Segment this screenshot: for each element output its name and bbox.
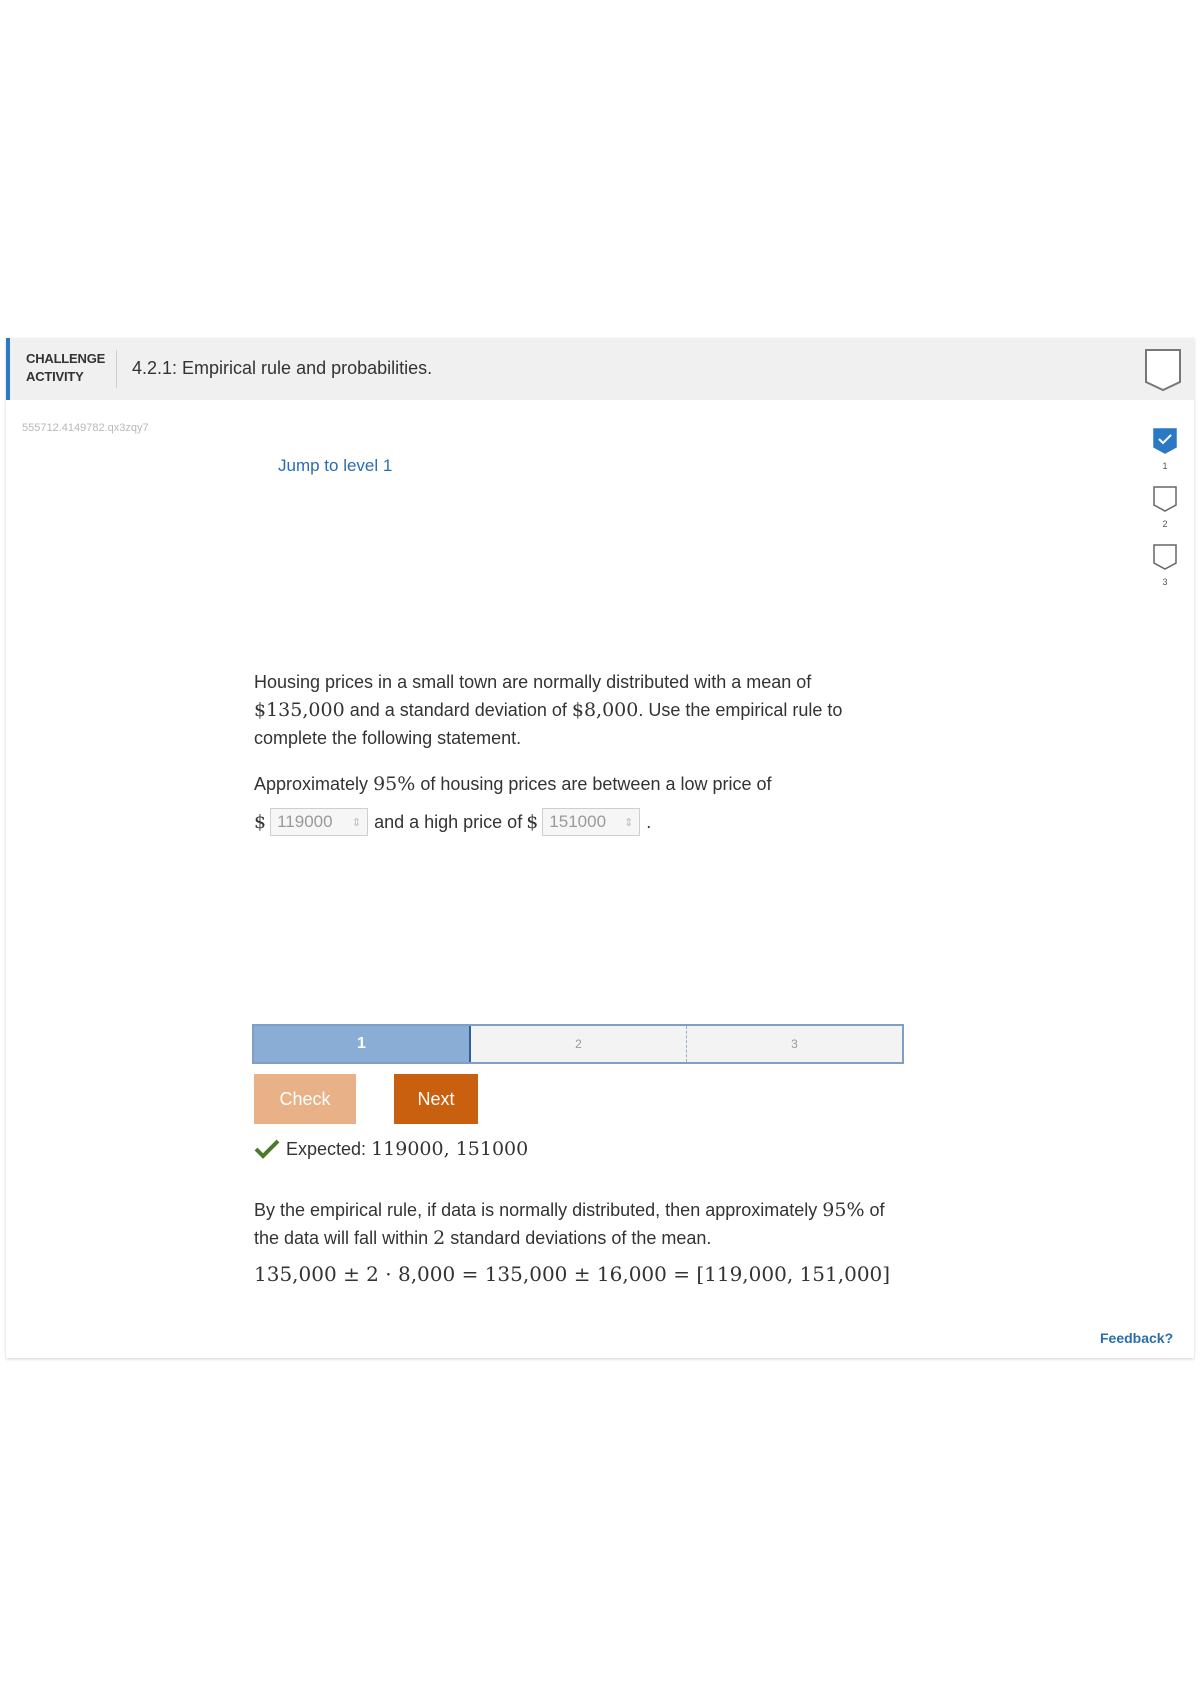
level-3-number: 3 (1162, 577, 1168, 587)
level-1-number: 1 (1162, 461, 1168, 471)
explanation-text (254, 1196, 894, 1252)
problem-prompt (254, 668, 894, 752)
header-accent-bar (6, 338, 10, 400)
expected-label: Expected: (286, 1138, 367, 1159)
jump-to-level-link[interactable]: Jump to level 1 (278, 456, 393, 475)
progress-segment-3[interactable]: 3 (687, 1026, 902, 1062)
statement-prefix: Approximately (254, 774, 369, 794)
explanation-text-a: By the empirical rule, if data is normally distributed, then approximately (254, 1200, 818, 1220)
spinner-icon[interactable]: ⇕ (624, 816, 634, 829)
explanation-text-c: standard deviations of the mean. (450, 1228, 712, 1248)
level-2-indicator[interactable] (1152, 486, 1178, 529)
challenge-activity-card (6, 338, 1194, 1358)
solution-equation: 135,000 ± 2 · 8,000 = 135,000 ± 16,000 = [119,000, 151,000] (254, 1262, 891, 1286)
prompt-sd: $8,000 (571, 699, 639, 721)
prompt-text-b: and a standard deviation of (349, 700, 567, 720)
checkmark-icon (254, 1139, 280, 1159)
check-button[interactable]: Check (254, 1074, 356, 1124)
level-incomplete-icon (1153, 486, 1177, 512)
completion-shield-icon (1144, 348, 1182, 392)
spinner-icon[interactable]: ⇕ (351, 816, 362, 829)
activity-header (6, 338, 1194, 400)
expected-answer (254, 1138, 528, 1160)
statement-end: . (646, 811, 652, 832)
badge-line-1: CHALLENGE (26, 351, 106, 366)
progress-segment-1[interactable]: 1 (254, 1026, 471, 1062)
prompt-mean: $135,000 (254, 699, 345, 721)
low-price-input[interactable] (270, 808, 368, 836)
header-divider (116, 350, 117, 388)
progress-segment-2[interactable]: 2 (471, 1026, 687, 1062)
low-price-value: 119000 (277, 812, 333, 831)
statement-middle: and a high price of (374, 811, 523, 832)
statement-suffix: of housing prices are between a low price of (420, 774, 772, 794)
prompt-text-c: . Use the empirical rule to complete the following statement. (254, 700, 843, 748)
level-2-number: 2 (1162, 519, 1168, 529)
feedback-link[interactable]: Feedback? (1100, 1330, 1174, 1346)
activity-title: 4.2.1: Empirical rule and probabilities. (132, 358, 433, 378)
expected-value: 119000, 151000 (371, 1138, 529, 1160)
statement-line-2 (254, 808, 651, 836)
explanation-text-b: of the data will fall within (254, 1200, 885, 1248)
level-incomplete-icon (1153, 544, 1177, 570)
activity-type-badge (26, 350, 106, 386)
statement-percent: 95% (373, 773, 416, 795)
explanation-percent: 95% (822, 1199, 865, 1221)
high-price-value: 151000 (549, 812, 607, 831)
dollar-sign-high: $ (526, 811, 539, 833)
high-price-input[interactable] (542, 808, 640, 836)
badge-line-2: ACTIVITY (26, 369, 84, 384)
activity-code: 555712.4149782.qx3zqy7 (22, 422, 149, 434)
level-1-indicator[interactable] (1152, 428, 1178, 471)
level-progress-bar (252, 1024, 904, 1064)
explanation-num: 2 (433, 1227, 446, 1249)
level-complete-icon (1153, 428, 1177, 454)
statement-line-1 (254, 770, 894, 798)
dollar-sign-low: $ (254, 811, 267, 833)
prompt-text-a: Housing prices in a small town are normally distributed with a mean of (254, 672, 812, 692)
next-button[interactable]: Next (394, 1074, 478, 1124)
level-3-indicator[interactable] (1152, 544, 1178, 587)
